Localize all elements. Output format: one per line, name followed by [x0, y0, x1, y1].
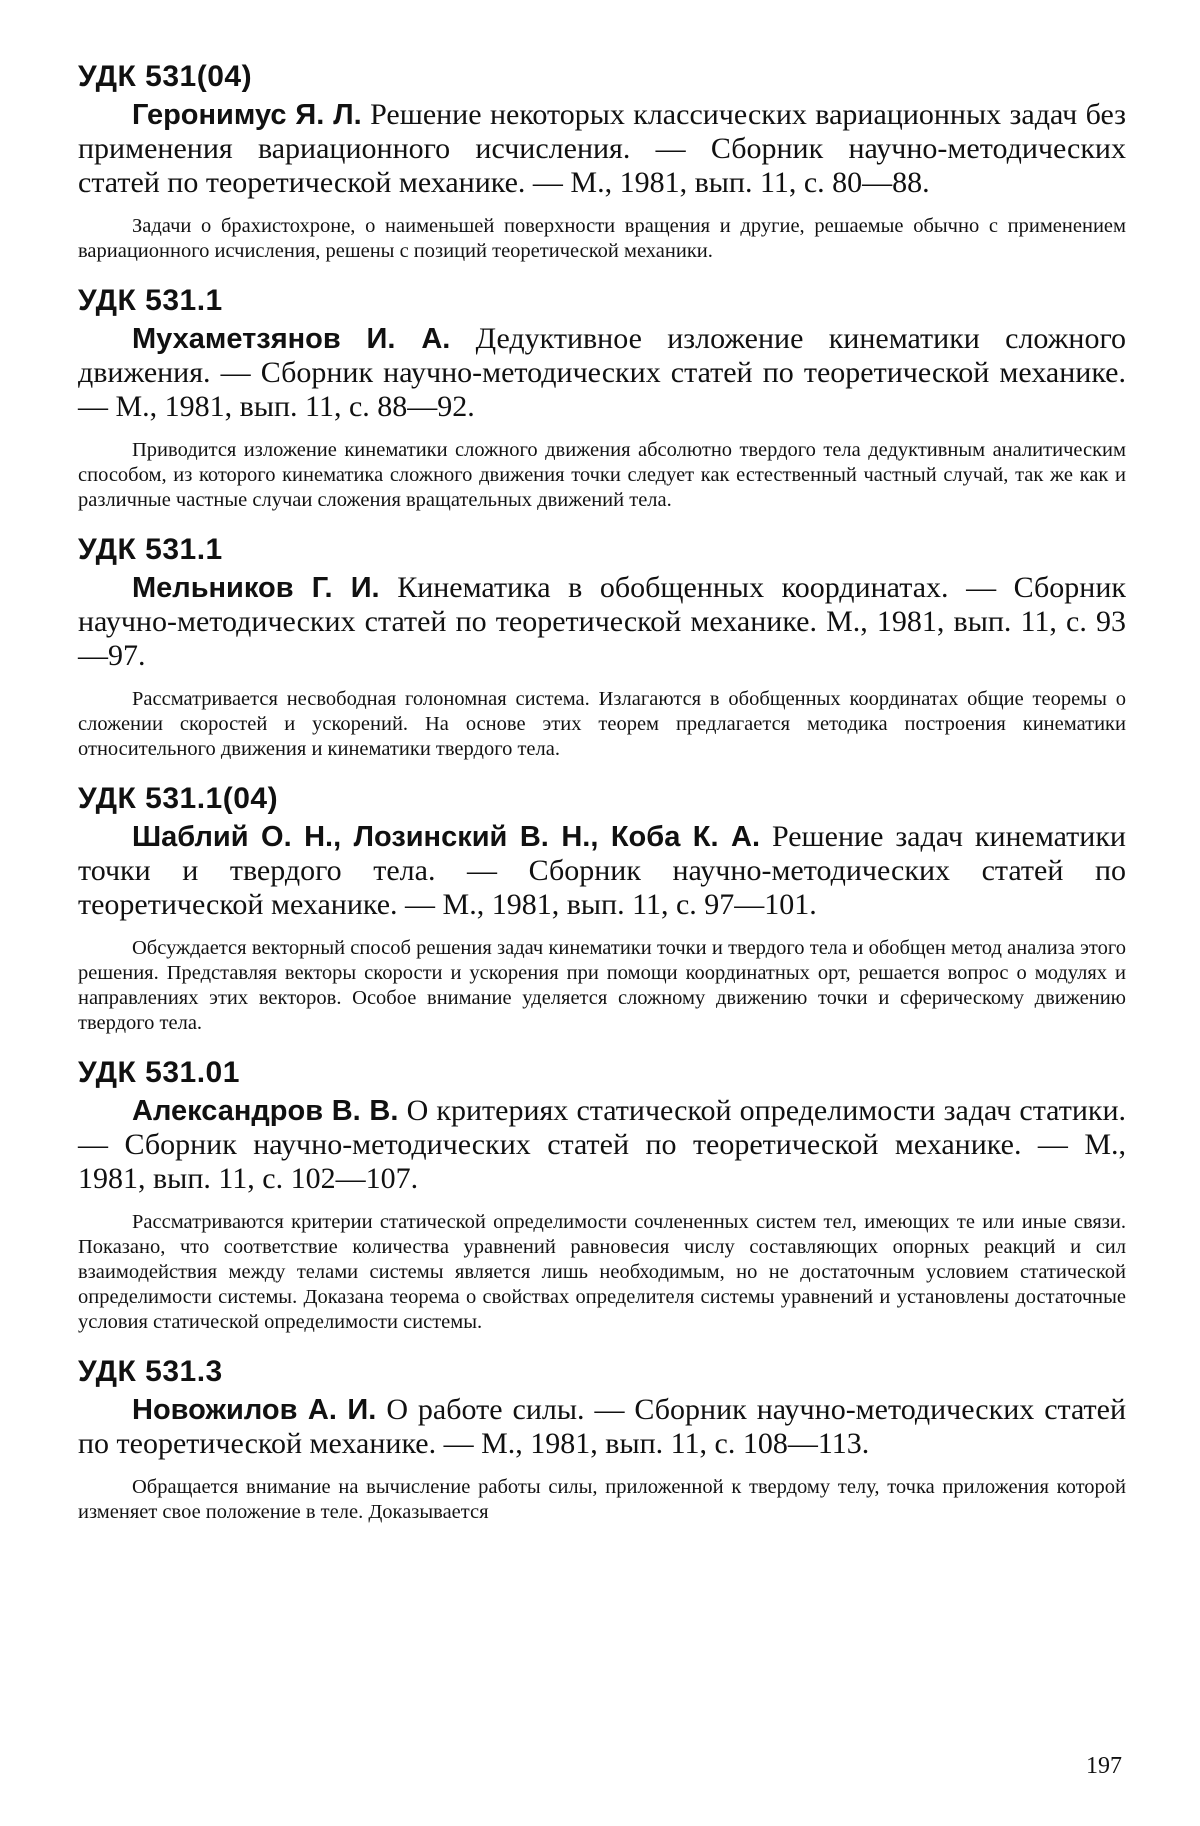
abstract-entry: [78, 1054, 1126, 1335]
author-name: Александров В. В.: [132, 1095, 399, 1127]
udc-code: УДК 531.1(04): [78, 782, 279, 815]
reference: [78, 1094, 1126, 1196]
citation-text: Решение задач кинематики точки и твердого тела. — Сборник научно-методических статей по теоретической механике. — М., 1981, вып. 11, с. 97—101.: [78, 820, 1126, 921]
citation-text: Кинематика в обобщенных координатах. — Сборник научно-методических статей по теоретической механике. М., 1981, вып. 11, с. 93—97.: [78, 571, 1126, 672]
page-number: 197: [1086, 1753, 1122, 1779]
abstract-text: Задачи о брахистохроне, о наименьшей поверхности вращения и другие, решаемые обычно с применением вариационного исчисления, решены с позиций теоретической механики.: [78, 215, 1126, 262]
author-name: Мельников Г. И.: [132, 572, 380, 604]
citation-text: Решение некоторых классических вариационных задач без применения вариационного исчисления. — Сборник научно-методических статей по теоретической механике. — М., 1981, вып. 11, с. 80—88.: [78, 98, 1126, 199]
citation-text: О критериях статической определимости задач статики. — Сборник научно-методических статей по теоретической механике. — М., 1981, вып. 11, с. 102—107.: [78, 1094, 1126, 1195]
citation-text: О работе силы. — Сборник научно-методических статей по теоретической механике. — М., 1981, вып. 11, с. 108—113.: [78, 1393, 1127, 1460]
abstract-entry: [78, 531, 1126, 762]
abstract-text: Приводится изложение кинематики сложного движения абсолютно твердого тела дедуктивным аналитическим способом, из которого кинематика сложного движения точки следует как естественный частный случай, так же как и различные частные случаи сложения вращательных движений тела.: [78, 439, 1126, 511]
udc-code: УДК 531.01: [78, 1056, 240, 1089]
udc-code: УДК 531.3: [78, 1355, 223, 1388]
udc-code: УДК 531.1: [78, 284, 223, 317]
abstract-text: Рассматривается несвободная голономная система. Излагаются в обобщенных координатах общие теоремы о сложении скоростей и ускорений. На основе этих теорем предлагается методика построения кинематики относительного движения и кинематики твердого тела.: [78, 688, 1126, 760]
abstract-text: Обсуждается векторный способ решения задач кинематики точки и твердого тела и обобщен метод анализа этого решения. Представляя векторы скорости и ускорения при помощи координатных орт, решается вопрос о модулях и направлениях этих векторов. Особое внимание уделяется сложному движению точки и сферическому движению твердого тела.: [78, 937, 1126, 1034]
udc-code: УДК 531(04): [78, 60, 253, 93]
reference: [78, 820, 1126, 922]
abstract-entry: [78, 780, 1126, 1036]
abstract-text: Обращается внимание на вычисление работы силы, приложенной к твердому телу, точка приложения которой изменяет свое положение в теле. Доказывается: [78, 1476, 1126, 1523]
udc-code: УДК 531.1: [78, 533, 223, 566]
abstract-entry: [78, 58, 1126, 264]
author-name: Геронимус Я. Л.: [132, 99, 362, 131]
reference: [78, 322, 1126, 424]
abstract-entry: [78, 1353, 1126, 1525]
abstract-entry: [78, 282, 1126, 513]
reference: [78, 571, 1126, 673]
abstract-text: Рассматриваются критерии статической определимости сочлененных систем тел, имеющих те или иные связи. Показано, что соответствие количества уравнений равновесия числу составляющих опорных реакций и сил взаимодействия между телами системы является лишь необходимым, но не достаточным условием статической определимости системы. Доказана теорема о свойствах определителя системы уравнений и установлены достаточные условия статической определимости системы.: [78, 1211, 1126, 1333]
citation-text: Дедуктивное изложение кинематики сложного движения. — Сборник научно-методических статей по теоретической механике. — М., 1981, вып. 11, с. 88—92.: [78, 322, 1127, 423]
reference: [78, 1393, 1126, 1461]
author-name: Шаблий О. Н., Лозинский В. Н., Коба К. А.: [132, 821, 761, 853]
author-name: Новожилов А. И.: [132, 1394, 377, 1426]
reference: [78, 98, 1126, 200]
author-name: Мухаметзянов И. А.: [132, 323, 451, 355]
